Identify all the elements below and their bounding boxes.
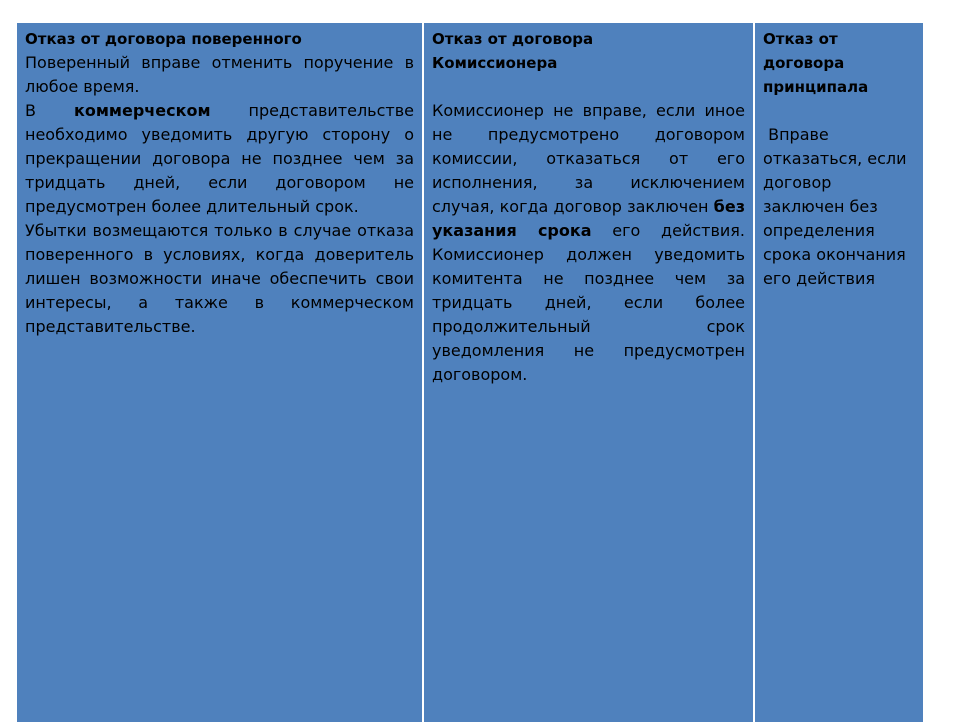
- column-principal: [755, 23, 921, 722]
- comparison-table: [17, 21, 923, 722]
- column-attorney-title: Отказ от договора поверенного: [25, 30, 302, 48]
- column-principal-title-line1: Отказ от: [763, 30, 838, 48]
- column-commission-title-line1: Отказ от договора: [432, 30, 594, 48]
- attorney-p2-pre: В: [25, 101, 74, 120]
- column-principal-title-line3: принципала: [763, 78, 869, 96]
- spacer: [763, 99, 913, 123]
- spacer: [432, 75, 745, 99]
- attorney-p3-text: Убытки возмещаются только в случае отказа поверенного в условиях, когда доверитель лишен возможности иначе обеспечить свои интересы, а также в коммерческом представительстве.: [25, 221, 414, 336]
- column-attorney: [17, 23, 424, 722]
- column-principal-title-line2: договора: [763, 54, 845, 72]
- commission-p1-bold: без указания срока: [432, 197, 745, 240]
- commission-paragraph: [432, 99, 745, 387]
- column-commission-agent: [424, 23, 755, 722]
- principal-paragraph: Вправе отказаться, если договор заключен без определения срока окончания его действия: [763, 125, 912, 288]
- attorney-p2-post: представительстве необходимо уведомить другую сторону о прекращении договора не позднее чем за тридцать дней, если договором не предусмотрен более длительный срок.: [25, 101, 414, 216]
- attorney-p2-bold: коммерческом: [73, 101, 211, 120]
- attorney-paragraph-2: [25, 99, 414, 219]
- commission-p1-post: его действия. Комиссионер должен уведомить комитента не позднее чем за тридцать дней, если более продолжительный срок уведомления не предусмотрен договором.: [432, 221, 746, 384]
- column-commission-title-line2: Комиссионера: [432, 54, 558, 72]
- attorney-paragraph-1: [25, 51, 414, 99]
- attorney-p1-text: Поверенный вправе отменить поручение в любое время.: [25, 53, 414, 96]
- attorney-paragraph-3: [25, 219, 414, 339]
- commission-p1-pre: Комиссионер не вправе, если иное не предусмотрено договором комиссии, отказаться от его исполнения, за исключением случая, когда договор заключен: [432, 101, 745, 216]
